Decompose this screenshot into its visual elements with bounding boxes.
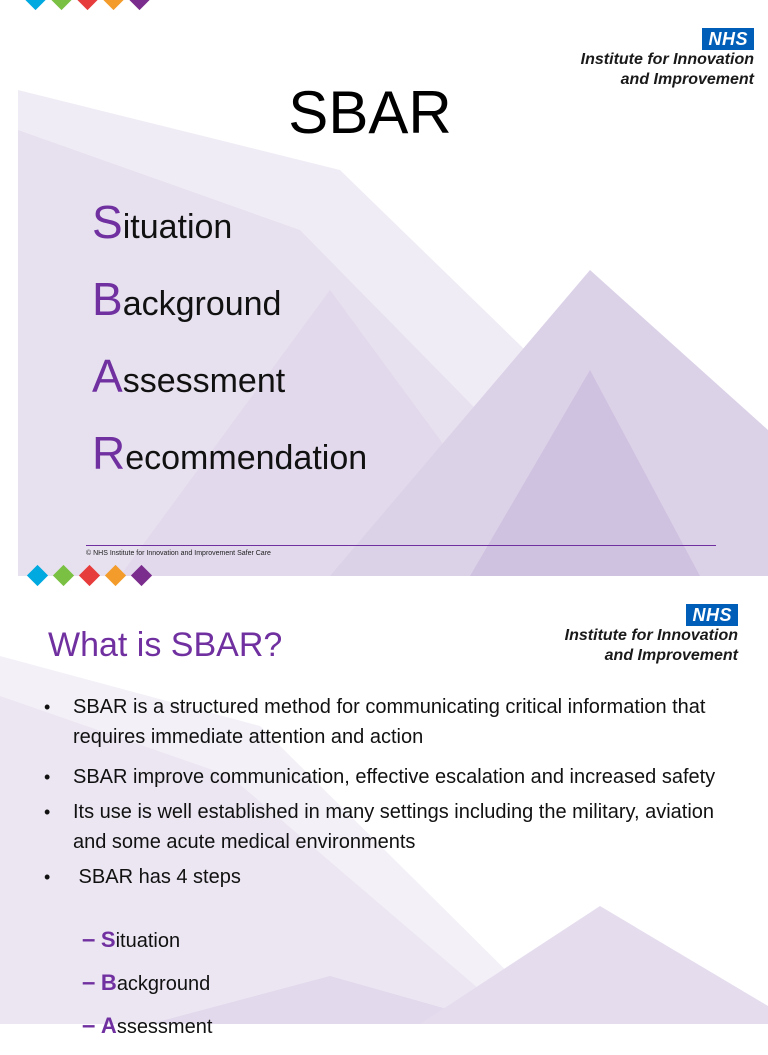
step-dash: – bbox=[82, 926, 96, 953]
bullet-text: Its use is well established in many settings including the military, aviation and some acute medical environments bbox=[73, 801, 715, 853]
bullet-icon: • bbox=[44, 802, 51, 822]
bullet-icon: • bbox=[44, 867, 51, 887]
decorative-diamonds bbox=[28, 0, 158, 7]
step-dash: – bbox=[82, 1012, 96, 1039]
acronym-initial: S bbox=[92, 196, 123, 248]
bullet-item bbox=[44, 762, 734, 792]
logo-line-1: Institute for Innovation bbox=[564, 627, 738, 644]
acronym-initial: B bbox=[92, 273, 123, 325]
copyright-footer: © NHS Institute for Innovation and Improvement Safer Care bbox=[86, 550, 271, 557]
footer-divider bbox=[86, 545, 716, 546]
step-item-background bbox=[82, 969, 212, 1012]
acronym-rest: ackground bbox=[122, 285, 282, 323]
step-rest: ituation bbox=[115, 930, 181, 952]
slide-title: What is SBAR? bbox=[48, 626, 283, 664]
acronym-rest: ssessment bbox=[122, 362, 286, 400]
steps-list bbox=[82, 926, 212, 1055]
bullet-list bbox=[44, 692, 734, 892]
bullet-text: SBAR improve communication, effective escalation and increased safety bbox=[73, 766, 716, 788]
sbar-acronym-list bbox=[92, 195, 367, 503]
bullet-item bbox=[44, 692, 734, 752]
nhs-badge: NHS bbox=[686, 604, 738, 626]
slide-what-is-sbar bbox=[0, 576, 768, 1039]
acronym-initial: R bbox=[92, 427, 126, 479]
acronym-item-recommendation bbox=[92, 426, 367, 503]
step-item-situation bbox=[82, 926, 212, 969]
step-rest: ssessment bbox=[116, 1016, 213, 1038]
acronym-item-situation bbox=[92, 195, 367, 272]
step-rest: ackground bbox=[116, 973, 211, 995]
slide-title: SBAR bbox=[288, 79, 452, 146]
step-item-assessment bbox=[82, 1012, 212, 1055]
decorative-diamonds bbox=[30, 576, 160, 583]
bullet-icon: • bbox=[44, 767, 51, 787]
step-initial: B bbox=[100, 970, 117, 995]
logo-line-2: and Improvement bbox=[604, 647, 738, 664]
acronym-rest: ecommendation bbox=[125, 439, 368, 477]
acronym-rest: ituation bbox=[122, 208, 233, 246]
bullet-text: SBAR has 4 steps bbox=[73, 866, 241, 888]
nhs-logo bbox=[565, 604, 738, 666]
bullet-item bbox=[44, 862, 734, 892]
bullet-item bbox=[44, 797, 734, 857]
logo-line-1: Institute for Innovation bbox=[580, 51, 754, 68]
logo-line-2: and Improvement bbox=[620, 71, 754, 88]
acronym-item-background bbox=[92, 272, 367, 349]
acronym-item-assessment bbox=[92, 349, 367, 426]
step-initial: S bbox=[100, 927, 116, 952]
acronym-initial: A bbox=[92, 350, 123, 402]
bullet-icon: • bbox=[44, 697, 51, 717]
step-initial: A bbox=[100, 1013, 117, 1038]
step-dash: – bbox=[82, 969, 96, 996]
bullet-text: SBAR is a structured method for communicating critical information that requires immediate attention and action bbox=[73, 696, 706, 748]
nhs-badge: NHS bbox=[702, 28, 754, 50]
